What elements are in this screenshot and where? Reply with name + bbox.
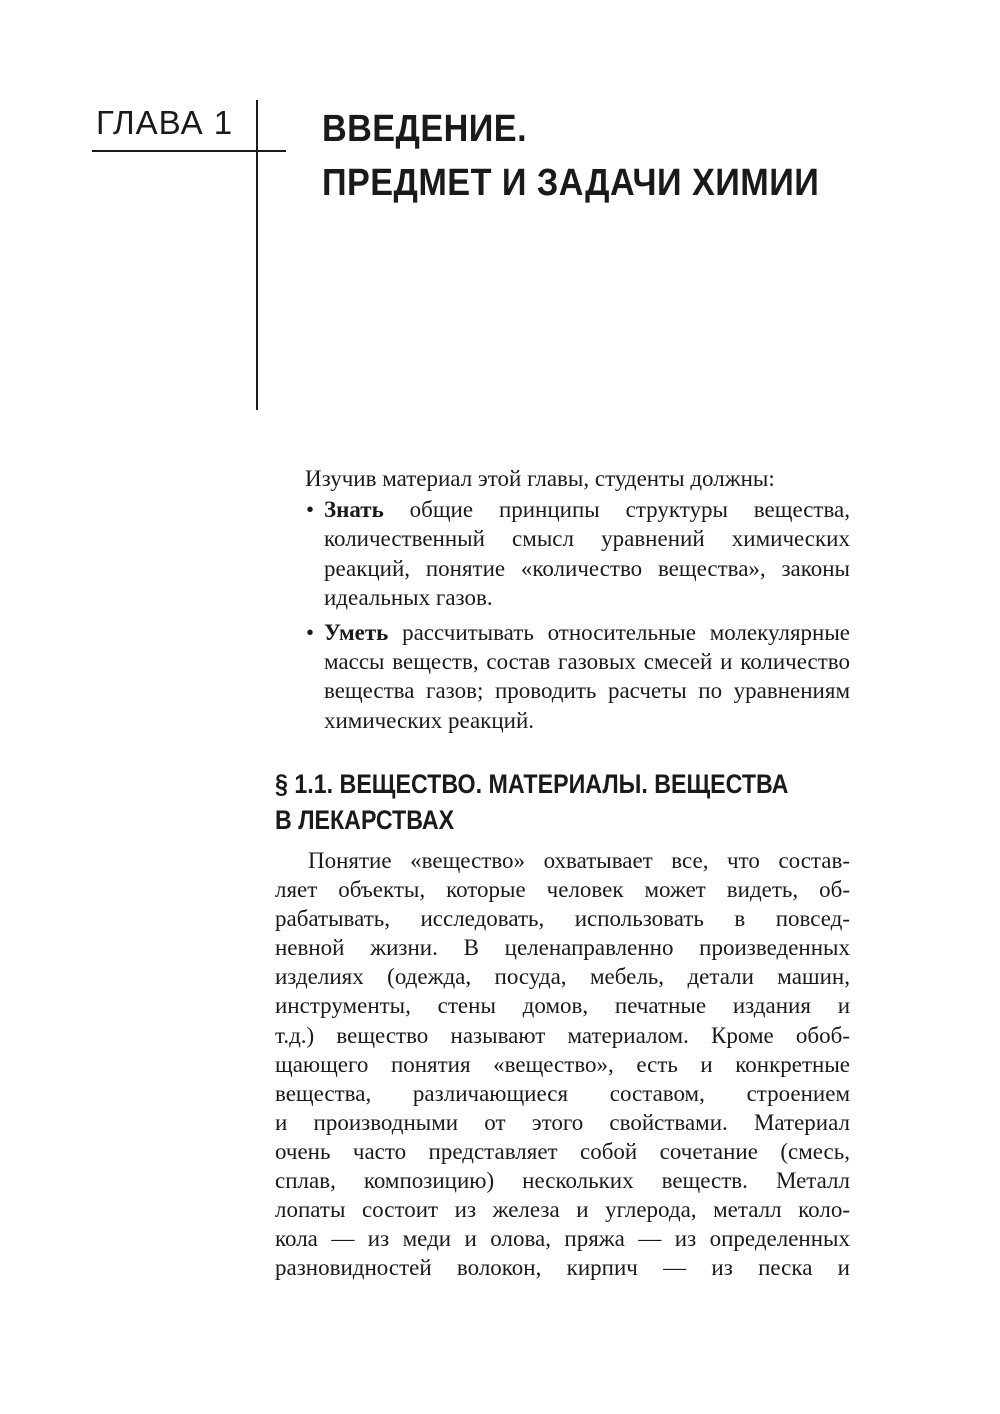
section-heading-line-2: В ЛЕКАРСТВАХ	[275, 805, 455, 835]
paragraph-line: щающего понятия «вещество», есть и конкретные	[275, 1051, 850, 1077]
paragraph-line: и производными от этого свойствами. Материал	[275, 1109, 850, 1135]
chapter-title	[322, 102, 819, 210]
objective-item-know	[302, 495, 850, 612]
chapter-title-line-2: ПРЕДМЕТ И ЗАДАЧИ ХИМИИ	[322, 162, 820, 204]
objectives-intro: Изучив материал этой главы, студенты должны:	[305, 466, 775, 491]
paragraph-line: инструменты, стены домов, печатные издания и	[275, 993, 850, 1019]
paragraph-line: сплав, композицию) нескольких веществ. Металл	[275, 1168, 850, 1194]
objective-text: общие принципы структуры вещества, количественный смысл уравнений химических реакций, понятие «количество вещества», законы идеальных газов.	[324, 497, 850, 610]
bullet-icon: •	[306, 497, 315, 523]
paragraph-line: изделиях (одежда, посуда, мебель, детали машин,	[275, 964, 850, 990]
objective-term: Уметь	[324, 620, 389, 646]
paragraph-line: рабатывать, исследовать, использовать в повсед-	[275, 906, 850, 932]
objectives-list	[302, 495, 850, 735]
section-heading	[275, 766, 825, 838]
paragraph-line: Понятие «вещество» охватывает все, что состав-	[308, 848, 850, 873]
paragraph-line: очень часто представляет собой сочетание (смесь,	[275, 1138, 850, 1164]
bullet-icon: •	[306, 620, 315, 646]
paragraph-line: т.д.) вещество называют материалом. Кроме обоб-	[275, 1022, 850, 1048]
paragraph-line: кола — из меди и олова, пряжа — из определенных	[275, 1226, 850, 1252]
chapter-vertical-rule	[256, 100, 258, 410]
objective-text: рассчитывать относительные молекулярные массы веществ, состав газовых смесей и количество вещества газов; проводить расчеты по уравнениям химических реакций.	[324, 620, 850, 733]
paragraph-line: лопаты состоит из железа и углерода, металл коло-	[275, 1197, 850, 1223]
paragraph-line: вещества, различающиеся составом, строением	[275, 1080, 850, 1106]
chapter-horizontal-rule	[92, 150, 286, 152]
paragraph-line: ляет объекты, которые человек может видеть, об-	[275, 877, 850, 903]
objective-item-able	[302, 618, 850, 735]
paragraph-line: невной жизни. В целенаправленно произведенных	[275, 935, 850, 961]
chapter-title-line-1: ВВЕДЕНИЕ.	[322, 108, 528, 150]
learning-objectives	[302, 464, 850, 741]
chapter-label: ГЛАВА 1	[96, 104, 234, 141]
objective-term: Знать	[324, 497, 384, 523]
section-paragraph	[275, 846, 850, 1282]
paragraph-line: разновидностей волокон, кирпич — из песка и	[275, 1255, 850, 1281]
section-heading-line-1: § 1.1. ВЕЩЕСТВО. МАТЕРИАЛЫ. ВЕЩЕСТВА	[275, 769, 789, 799]
